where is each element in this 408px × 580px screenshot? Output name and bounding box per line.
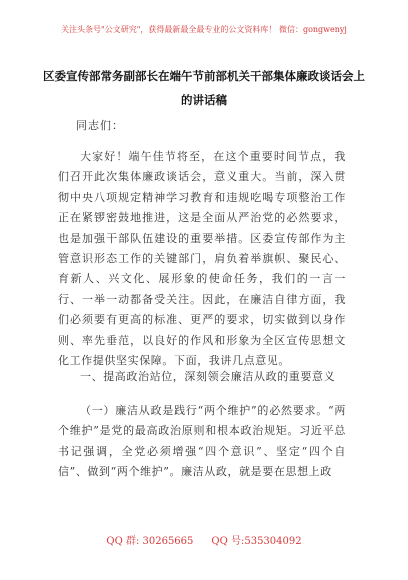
section-heading-1: 一、提高政治站位，深刻领会廉洁从政的重要意义 [80, 370, 336, 383]
paragraph-section-1-1: （一）廉洁从政是践行“两个维护”的必然要求。“两个维护”是党的最高政治原则和根本政治规矩。习近平总书记强调，全党必须增强“四个意识”、坚定“四个自信”、做到“两个维护”。廉洁从政，就是要在思想上政 [58, 404, 346, 479]
footer-qq-number: QQ 号:535304092 [211, 536, 302, 547]
paragraph-intro: 大家好！端午佳节将至，在这个重要时间节点，我们召开此次集体廉政谈话会，意义重大。当前，深入贯彻中央八项规定精神学习教育和违规吃喝专项整治工作正在紧锣密鼓地推进，这是全面从严治党的必然要求，也是加强干部队伍建设的重要举措。区委宣传部作为主管意识形态工作的关键部门，肩负着举旗帜、聚民心、育新人、兴文化、展形象的使命任务，我们的一言一行、一举一动都备受关注。因此，在廉洁自律方面，我们必须要有更高的标准、更严的要求，切实做到以身作则、率先垂范，以良好的作风和形象为全区宣传思想文化工作提供坚实保障。下面，我讲几点意见。 [58, 150, 346, 368]
footer-contact [0, 532, 408, 547]
salutation: 同志们： [76, 119, 124, 132]
header-banner: 关注头条号"公文研究"，获得最新最全最专业的公文资料库！ 微信：gongwenyj [61, 25, 347, 34]
document-title: 区委宣传部常务副部长在端午节前部机关干部集体廉政谈话会上的讲话稿 [43, 69, 365, 107]
footer-qq-group: QQ 群: 30265665 [106, 536, 194, 547]
